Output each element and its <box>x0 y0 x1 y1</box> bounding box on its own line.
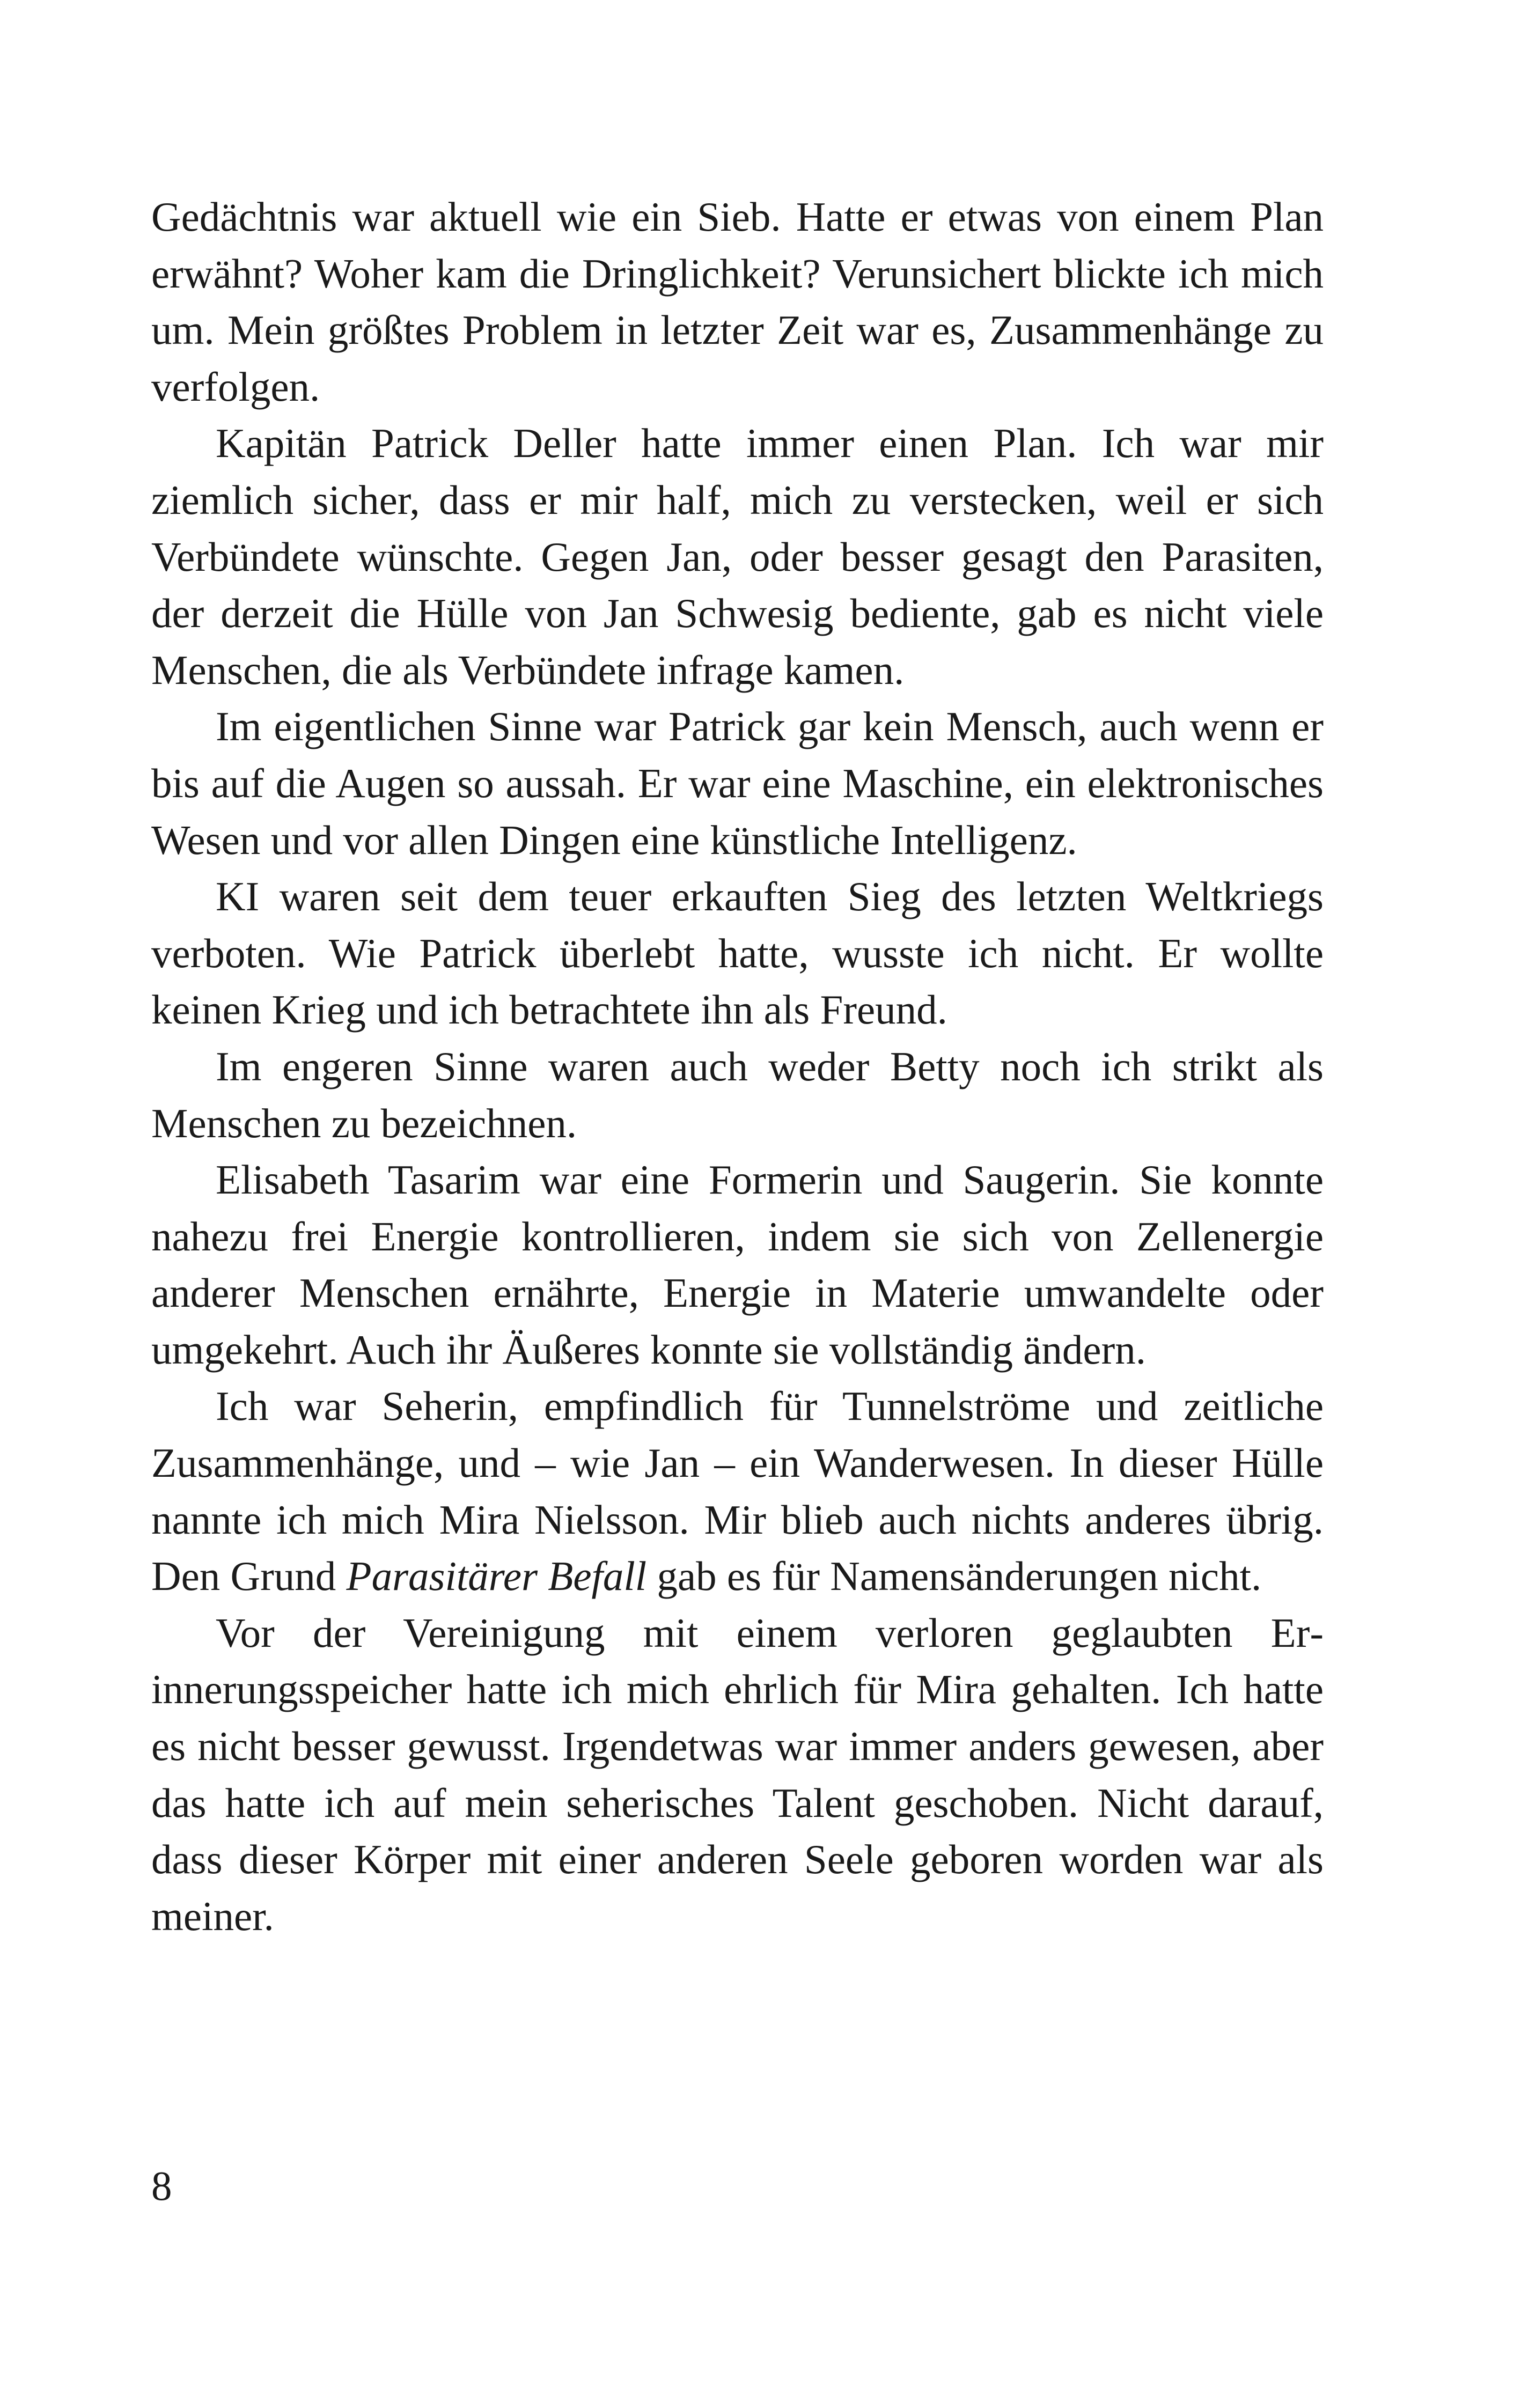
paragraph-3 <box>151 698 1324 868</box>
page-number: 8 <box>151 2163 172 2209</box>
paragraph-2 <box>151 415 1324 698</box>
paragraph-2-text: Kapitän Patrick Deller hatte immer einen Plan. Ich war mir ziemlich sicher, dass er mir half, mich zu verstecken, weil er sich Verbündete wünschte. Gegen Jan, oder besser gesagt den Parasiten, der derzeit die Hülle von Jan Schwesig bediente, gab es nicht viele Menschen, die als Verbündete infrage kamen. <box>151 420 1324 693</box>
paragraph-6 <box>151 1152 1324 1378</box>
paragraph-1-text: Gedächtnis war aktuell wie ein Sieb. Hatte er etwas von einem Plan erwähnt? Woher kam die Dringlichkeit? Verunsichert blickte ich mich um. Mein größtes Problem in letzter Zeit war es, Zusammenhänge zu verfolgen. <box>151 194 1324 410</box>
paragraph-3-text: Im eigentlichen Sinne war Patrick gar kein Mensch, auch wenn er bis auf die Augen so aussah. Er war eine Maschine, ein elektronisches Wesen und vor allen Dingen eine künstliche Intelligenz. <box>151 703 1324 863</box>
paragraph-1 <box>151 189 1324 415</box>
paragraph-7 <box>151 1378 1324 1604</box>
paragraph-8 <box>151 1605 1324 1945</box>
paragraph-7-text-b: gab es für Namensänderungen nicht. <box>646 1553 1262 1600</box>
paragraph-7-italic-term: Parasitärer Befall <box>346 1553 647 1600</box>
paragraph-7-text-a: Ich war Seherin, empfindlich für Tunnelströme und zeitliche Zusammenhänge, und – wie Jan – ein Wanderwesen. In dieser Hülle nannte ich mich Mira Nielsson. Mir blieb auch nichts anderes übrig. Den Grund <box>151 1383 1324 1600</box>
paragraph-4-text: KI waren seit dem teuer erkauften Sieg des letzten Weltkriegs verboten. Wie Patrick überlebt hatte, wusste ich nicht. Er wollte keinen Krieg und ich betrachtete ihn als Freund. <box>151 873 1324 1033</box>
paragraph-5-text: Im engeren Sinne waren auch weder Betty noch ich strikt als Menschen zu bezeichnen. <box>151 1043 1324 1146</box>
paragraph-6-text: Elisabeth Tasarim war eine Formerin und Saugerin. Sie konnte nahezu frei Energie kontrollieren, indem sie sich von Zellenergie anderer Menschen ernährte, Energie in Materie umwandelte oder umgekehrt. Auch ihr Äußeres konnte sie vollständig ändern. <box>151 1157 1324 1373</box>
paragraph-8-text: Vor der Vereinigung mit einem verloren geglaubten Erinnerungsspeicher hatte ich mich ehrlich für Mira gehalten. Ich hatte es nicht besser gewusst. Irgendetwas war immer anders gewesen, aber das hatte ich auf mein seherisches Talent geschoben. Nicht darauf, dass dieser Körper mit einer anderen Seele geboren worden war als meiner. <box>151 1609 1324 1939</box>
paragraph-4 <box>151 868 1324 1039</box>
body-text <box>151 189 1324 1945</box>
paragraph-5 <box>151 1039 1324 1152</box>
